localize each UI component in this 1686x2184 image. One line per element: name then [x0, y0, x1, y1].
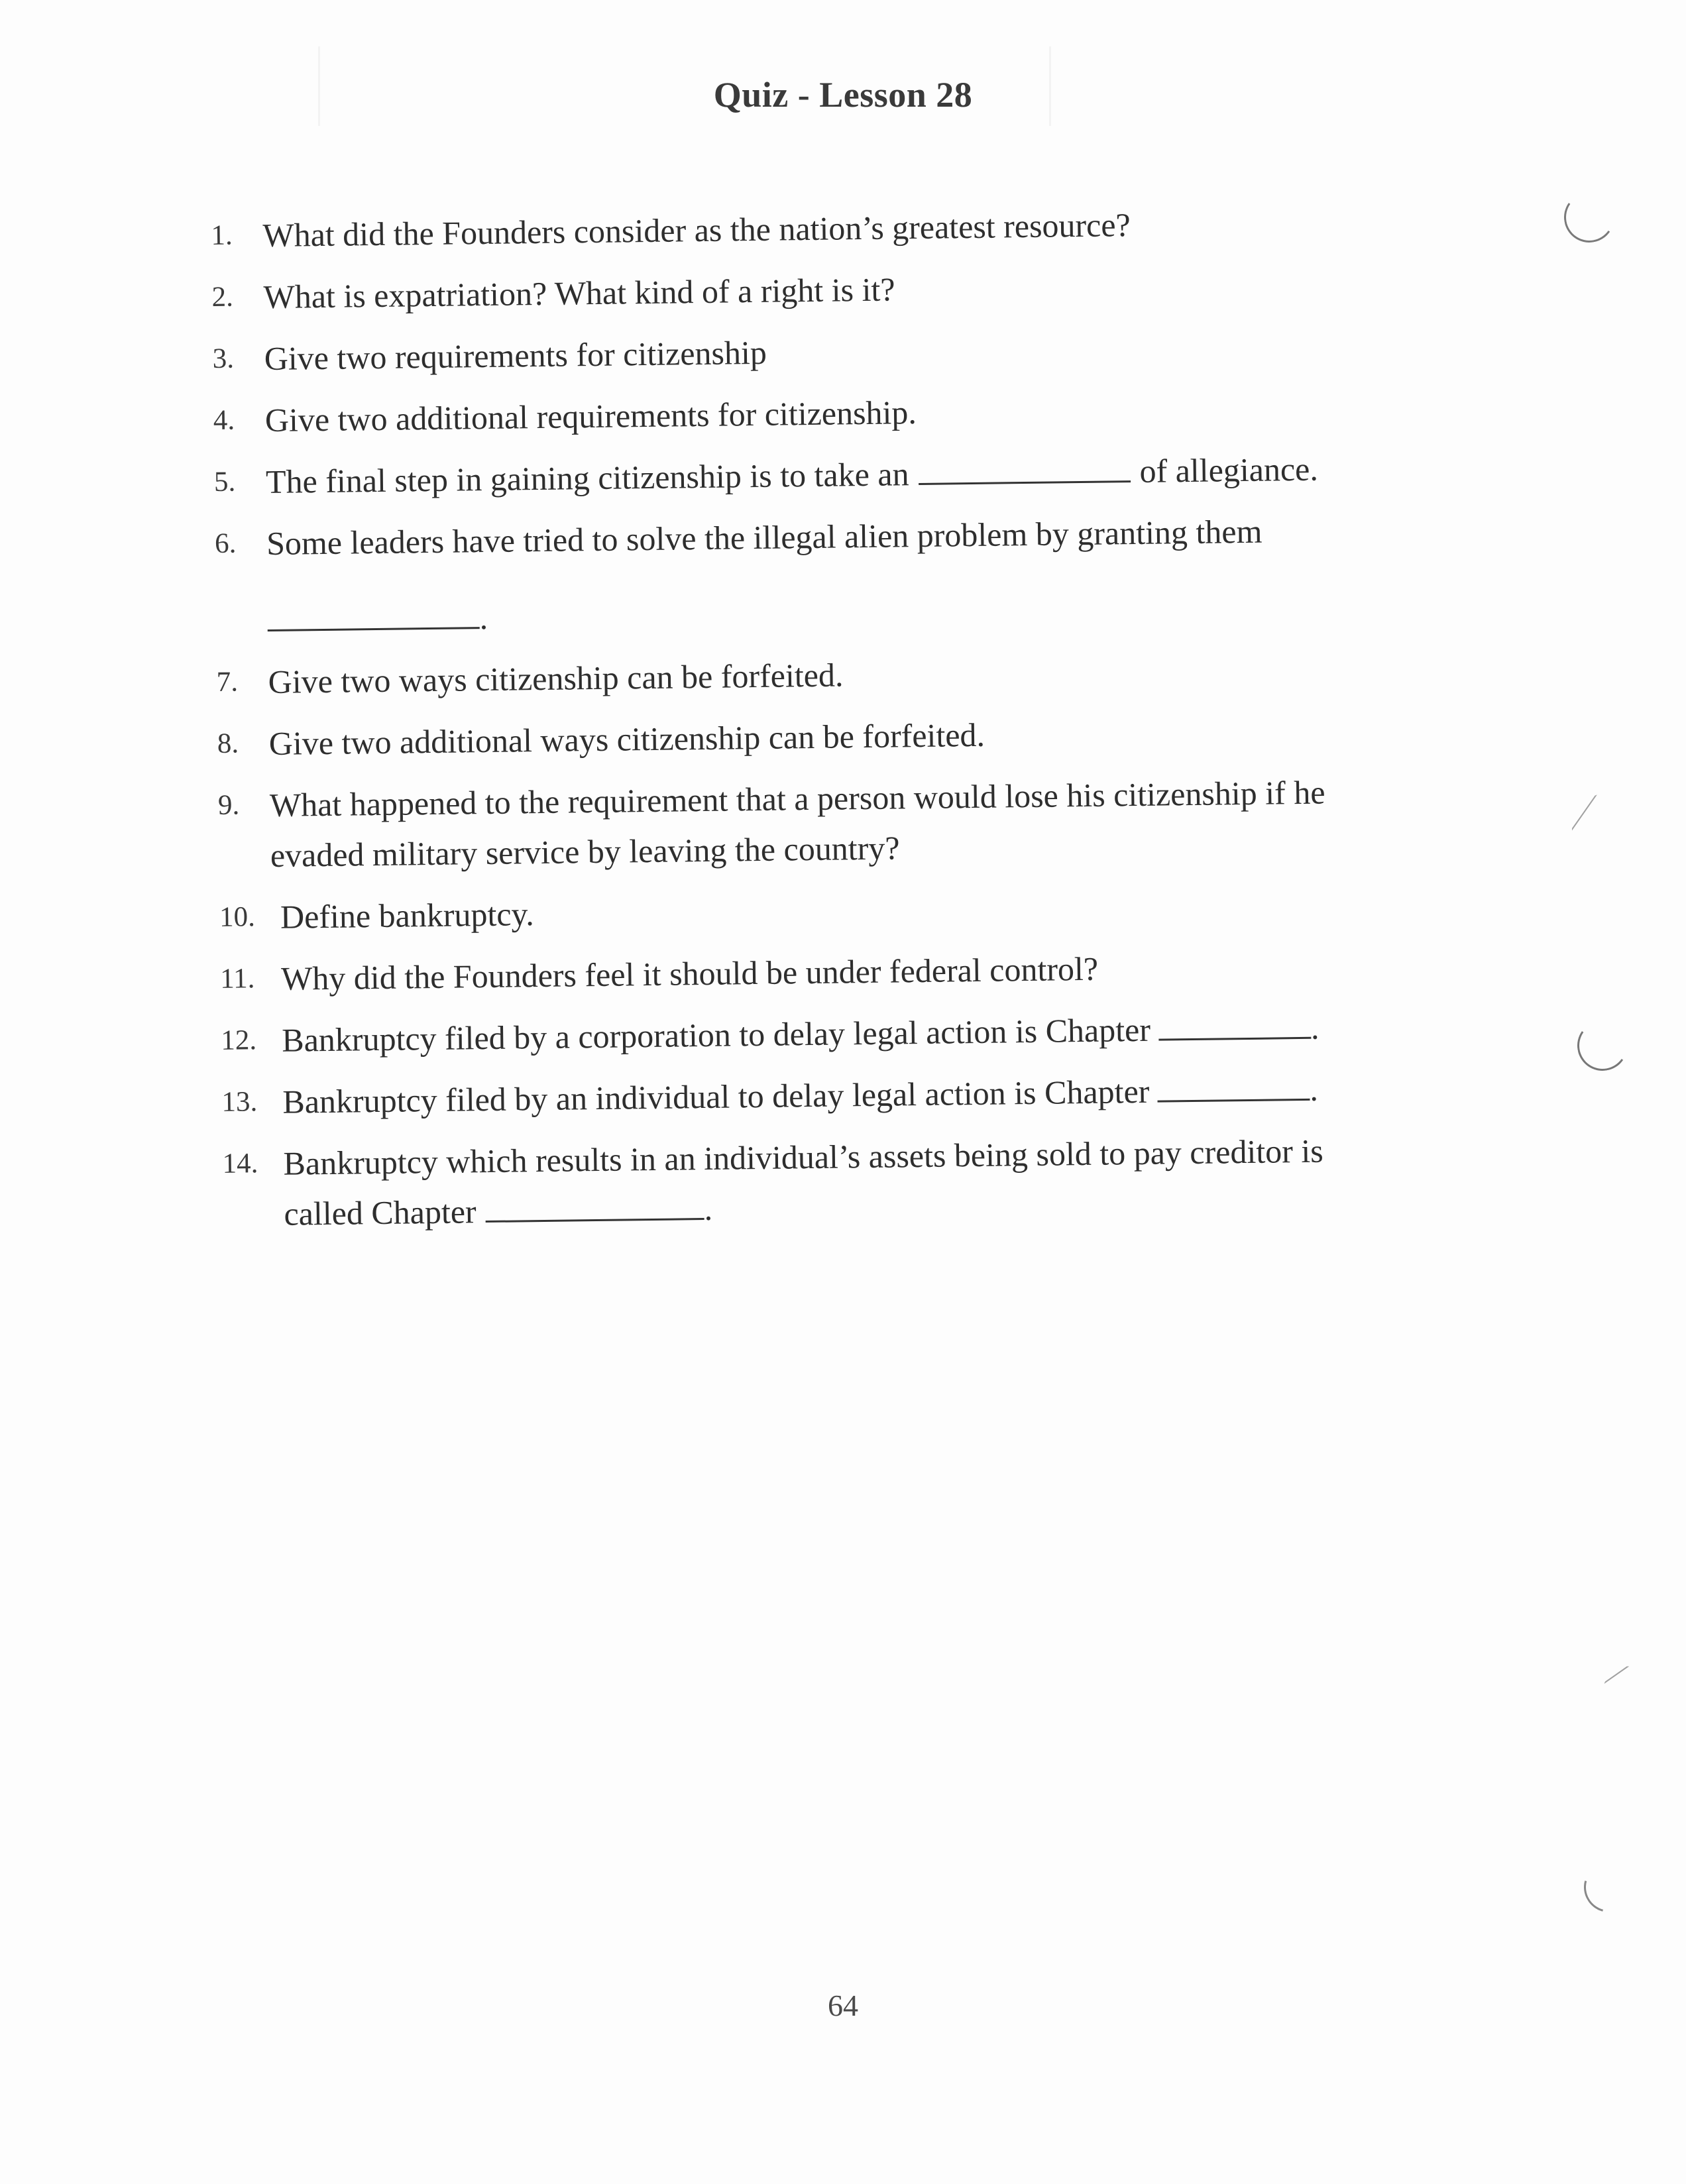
- question-number: 13.: [221, 1086, 258, 1118]
- question-text: Give two additional ways citizenship can be forfeited.: [268, 716, 985, 762]
- question-text-line1: Bankruptcy which results in an individual’s assets being sold to pay creditor is: [283, 1132, 1324, 1182]
- question-13: [221, 1062, 1521, 1128]
- question-text-line1: What happened to the requirement that a person would lose his citizenship if he: [269, 773, 1325, 824]
- question-2: [211, 256, 1511, 323]
- question-number: 2.: [211, 281, 234, 313]
- question-text-line2: evaded military service by leaving the country?: [270, 829, 900, 874]
- question-text: Give two additional requirements for citizenship.: [264, 394, 917, 439]
- question-number: 7.: [216, 666, 239, 698]
- question-list: [211, 195, 1522, 1251]
- question-number: 9.: [217, 789, 240, 821]
- question-text: Bankruptcy filed by a corporation to delay legal action is Chapter: [281, 1010, 1151, 1059]
- punch-hole-mark: [1565, 791, 1597, 831]
- question-text: What did the Founders consider as the nation’s greatest resource?: [262, 206, 1131, 254]
- question-text-after: of allegiance.: [1139, 450, 1319, 490]
- answer-blank: [918, 455, 1130, 485]
- question-1: [211, 195, 1510, 261]
- punch-hole-mark: [1600, 1660, 1630, 1684]
- question-7: [216, 641, 1516, 708]
- question-text: Define bankruptcy.: [280, 895, 535, 936]
- question-4: [213, 380, 1512, 446]
- question-number: 4.: [213, 404, 235, 436]
- question-14: [222, 1123, 1522, 1240]
- punch-hole-mark: [1573, 1016, 1632, 1075]
- question-number: 8.: [217, 728, 239, 759]
- question-text: Why did the Founders feel it should be under federal control?: [280, 950, 1099, 997]
- question-11: [220, 938, 1520, 1005]
- answer-blank: [1157, 1073, 1310, 1103]
- punch-hole-mark: [1575, 1853, 1644, 1922]
- punch-hole-mark: [1560, 188, 1618, 246]
- question-text-line2: [284, 1174, 1522, 1239]
- answer-blank: [485, 1193, 704, 1223]
- question-8: [217, 703, 1516, 769]
- question-5: [214, 441, 1514, 508]
- question-12: [221, 1000, 1520, 1066]
- question-number: 12.: [221, 1024, 257, 1056]
- answer-blank: [1158, 1012, 1311, 1041]
- question-number: 3.: [212, 343, 235, 374]
- answer-blank: [267, 602, 479, 631]
- question-text-after: .: [1310, 1009, 1320, 1046]
- question-text: Some leaders have tried to solve the illegal alien problem by granting them: [266, 512, 1263, 563]
- question-9: [218, 765, 1518, 881]
- question-text: What is expatriation? What kind of a right is it?: [263, 270, 895, 316]
- quiz-title: Quiz - Lesson 28: [713, 75, 973, 115]
- question-text-after: .: [479, 598, 488, 637]
- question-number: 14.: [222, 1148, 258, 1179]
- question-text: Give two requirements for citizenship: [264, 333, 767, 378]
- question-number: 5.: [213, 466, 236, 498]
- question-text: The final step in gaining citizenship is to take an: [265, 455, 909, 501]
- question-answer-line: [267, 580, 1515, 645]
- question-text: called Chapter: [284, 1193, 477, 1232]
- question-6: [215, 503, 1515, 646]
- question-text: Bankruptcy filed by an individual to delay legal action is Chapter: [282, 1072, 1150, 1120]
- page-number: 64: [828, 1989, 858, 2022]
- question-number: 10.: [219, 901, 256, 933]
- question-number: 6.: [214, 527, 237, 559]
- question-text-after: .: [1309, 1070, 1319, 1108]
- question-number: 1.: [211, 219, 233, 251]
- question-text-after: .: [704, 1189, 713, 1228]
- question-10: [219, 877, 1519, 943]
- question-number: 11.: [219, 963, 255, 995]
- question-3: [212, 318, 1512, 384]
- question-text: Give two ways citizenship can be forfeited.: [268, 656, 844, 700]
